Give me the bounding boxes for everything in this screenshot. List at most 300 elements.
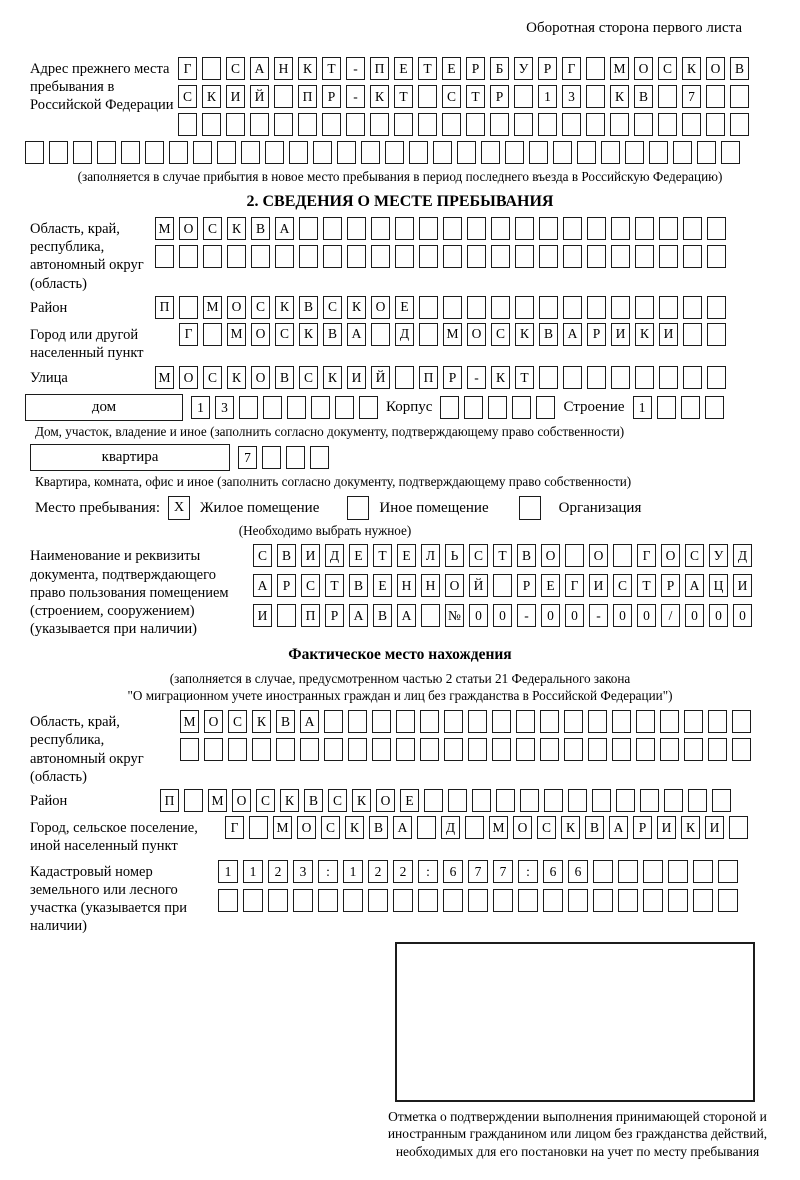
char-cell[interactable] xyxy=(706,85,725,108)
char-cell[interactable] xyxy=(457,141,476,164)
char-cell[interactable]: П xyxy=(301,604,320,627)
char-cell[interactable]: А xyxy=(397,604,416,627)
char-cell[interactable] xyxy=(588,738,607,761)
char-cell[interactable] xyxy=(287,396,306,419)
char-cell[interactable] xyxy=(565,544,584,567)
char-cell[interactable] xyxy=(568,889,588,912)
char-cell[interactable]: 1 xyxy=(218,860,238,883)
char-cell[interactable] xyxy=(276,738,295,761)
char-cell[interactable] xyxy=(492,738,511,761)
char-cell[interactable] xyxy=(707,296,726,319)
char-cell[interactable] xyxy=(683,366,702,389)
checkbox-inoe-pomeshchenie[interactable] xyxy=(347,496,369,520)
char-cell[interactable] xyxy=(610,113,629,136)
char-cell[interactable]: В xyxy=(304,789,323,812)
char-cell[interactable]: М xyxy=(208,789,227,812)
char-cell[interactable]: К xyxy=(299,323,318,346)
char-cell[interactable] xyxy=(359,396,378,419)
char-cell[interactable] xyxy=(347,217,366,240)
char-cell[interactable] xyxy=(718,889,738,912)
char-cell[interactable]: И xyxy=(659,323,678,346)
char-cell[interactable] xyxy=(586,57,605,80)
char-cell[interactable]: Д xyxy=(733,544,752,567)
char-cell[interactable] xyxy=(169,141,188,164)
char-cell[interactable]: О xyxy=(376,789,395,812)
char-cell[interactable] xyxy=(611,245,630,268)
char-cell[interactable] xyxy=(683,245,702,268)
char-cell[interactable] xyxy=(635,296,654,319)
char-cell[interactable]: 7 xyxy=(238,446,257,469)
char-cell[interactable]: В xyxy=(585,816,604,839)
char-cell[interactable] xyxy=(612,738,631,761)
char-cell[interactable] xyxy=(543,889,563,912)
char-cell[interactable]: 6 xyxy=(543,860,563,883)
char-cell[interactable]: Б xyxy=(490,57,509,80)
char-cell[interactable]: Г xyxy=(565,574,584,597)
char-cell[interactable]: 7 xyxy=(468,860,488,883)
char-cell[interactable] xyxy=(668,860,688,883)
char-cell[interactable]: 0 xyxy=(733,604,752,627)
char-cell[interactable] xyxy=(193,141,212,164)
char-cell[interactable] xyxy=(241,141,260,164)
char-cell[interactable]: И xyxy=(705,816,724,839)
char-cell[interactable] xyxy=(732,738,751,761)
char-cell[interactable] xyxy=(613,544,632,567)
char-cell[interactable]: А xyxy=(685,574,704,597)
char-cell[interactable] xyxy=(418,85,437,108)
char-cell[interactable]: К xyxy=(681,816,700,839)
char-cell[interactable]: К xyxy=(323,366,342,389)
char-cell[interactable]: О xyxy=(706,57,725,80)
char-cell[interactable]: Г xyxy=(179,323,198,346)
char-cell[interactable] xyxy=(419,217,438,240)
char-cell[interactable] xyxy=(664,789,683,812)
char-cell[interactable]: О xyxy=(445,574,464,597)
char-cell[interactable] xyxy=(515,245,534,268)
char-cell[interactable]: К xyxy=(352,789,371,812)
char-cell[interactable] xyxy=(226,113,245,136)
char-cell[interactable]: Ь xyxy=(445,544,464,567)
char-cell[interactable] xyxy=(395,366,414,389)
char-cell[interactable]: А xyxy=(347,323,366,346)
char-cell[interactable]: 2 xyxy=(368,860,388,883)
char-cell[interactable] xyxy=(467,296,486,319)
char-cell[interactable]: 2 xyxy=(268,860,288,883)
char-cell[interactable] xyxy=(337,141,356,164)
char-cell[interactable]: Г xyxy=(637,544,656,567)
char-cell[interactable]: В xyxy=(539,323,558,346)
char-cell[interactable]: Л xyxy=(421,544,440,567)
char-cell[interactable] xyxy=(251,245,270,268)
char-cell[interactable]: В xyxy=(277,544,296,567)
char-cell[interactable] xyxy=(481,141,500,164)
char-cell[interactable] xyxy=(640,789,659,812)
char-cell[interactable]: С xyxy=(685,544,704,567)
char-cell[interactable] xyxy=(468,889,488,912)
char-cell[interactable]: Й xyxy=(371,366,390,389)
char-cell[interactable] xyxy=(179,245,198,268)
char-cell[interactable] xyxy=(372,738,391,761)
char-cell[interactable] xyxy=(684,738,703,761)
char-cell[interactable] xyxy=(515,296,534,319)
char-cell[interactable]: Е xyxy=(397,544,416,567)
char-cell[interactable] xyxy=(443,296,462,319)
char-cell[interactable]: О xyxy=(179,217,198,240)
char-cell[interactable]: К xyxy=(635,323,654,346)
char-cell[interactable]: П xyxy=(298,85,317,108)
char-cell[interactable]: Т xyxy=(418,57,437,80)
char-cell[interactable] xyxy=(514,85,533,108)
char-cell[interactable] xyxy=(518,889,538,912)
char-cell[interactable] xyxy=(368,889,388,912)
char-cell[interactable] xyxy=(265,141,284,164)
char-cell[interactable]: К xyxy=(491,366,510,389)
char-cell[interactable]: С xyxy=(613,574,632,597)
char-cell[interactable] xyxy=(491,217,510,240)
char-cell[interactable]: С xyxy=(253,544,272,567)
char-cell[interactable] xyxy=(443,217,462,240)
char-cell[interactable] xyxy=(396,710,415,733)
char-cell[interactable] xyxy=(371,323,390,346)
char-cell[interactable] xyxy=(539,217,558,240)
char-cell[interactable] xyxy=(263,396,282,419)
char-cell[interactable]: 1 xyxy=(538,85,557,108)
char-cell[interactable]: Й xyxy=(469,574,488,597)
char-cell[interactable] xyxy=(688,789,707,812)
char-cell[interactable] xyxy=(418,889,438,912)
char-cell[interactable]: С xyxy=(301,574,320,597)
char-cell[interactable]: 3 xyxy=(293,860,313,883)
char-cell[interactable] xyxy=(49,141,68,164)
char-cell[interactable]: И xyxy=(611,323,630,346)
char-cell[interactable] xyxy=(394,113,413,136)
char-cell[interactable] xyxy=(313,141,332,164)
char-cell[interactable] xyxy=(180,738,199,761)
char-cell[interactable] xyxy=(529,141,548,164)
char-cell[interactable]: Р xyxy=(490,85,509,108)
checkbox-organizatsiya[interactable] xyxy=(519,496,541,520)
char-cell[interactable] xyxy=(202,57,221,80)
char-cell[interactable] xyxy=(643,889,663,912)
char-cell[interactable] xyxy=(218,889,238,912)
char-cell[interactable]: Р xyxy=(517,574,536,597)
char-cell[interactable]: С xyxy=(323,296,342,319)
char-cell[interactable] xyxy=(708,710,727,733)
char-cell[interactable]: К xyxy=(370,85,389,108)
dom-box[interactable]: дом xyxy=(25,394,183,421)
char-cell[interactable]: Т xyxy=(515,366,534,389)
char-cell[interactable] xyxy=(444,738,463,761)
char-cell[interactable]: В xyxy=(373,604,392,627)
char-cell[interactable] xyxy=(227,245,246,268)
char-cell[interactable] xyxy=(268,889,288,912)
char-cell[interactable] xyxy=(539,245,558,268)
char-cell[interactable]: - xyxy=(346,85,365,108)
char-cell[interactable] xyxy=(433,141,452,164)
char-cell[interactable]: Р xyxy=(466,57,485,80)
char-cell[interactable] xyxy=(649,141,668,164)
char-cell[interactable]: № xyxy=(445,604,464,627)
char-cell[interactable] xyxy=(643,860,663,883)
char-cell[interactable] xyxy=(343,889,363,912)
char-cell[interactable]: Г xyxy=(562,57,581,80)
char-cell[interactable] xyxy=(636,738,655,761)
char-cell[interactable]: Р xyxy=(322,85,341,108)
char-cell[interactable] xyxy=(217,141,236,164)
char-cell[interactable]: 0 xyxy=(613,604,632,627)
char-cell[interactable]: С xyxy=(469,544,488,567)
char-cell[interactable] xyxy=(488,396,507,419)
char-cell[interactable] xyxy=(659,366,678,389)
char-cell[interactable] xyxy=(612,710,631,733)
char-cell[interactable]: К xyxy=(252,710,271,733)
char-cell[interactable]: С xyxy=(256,789,275,812)
char-cell[interactable]: С xyxy=(228,710,247,733)
char-cell[interactable]: У xyxy=(709,544,728,567)
char-cell[interactable]: В xyxy=(349,574,368,597)
char-cell[interactable] xyxy=(540,710,559,733)
char-cell[interactable]: 3 xyxy=(562,85,581,108)
char-cell[interactable] xyxy=(97,141,116,164)
char-cell[interactable] xyxy=(593,860,613,883)
char-cell[interactable] xyxy=(121,141,140,164)
char-cell[interactable]: М xyxy=(489,816,508,839)
char-cell[interactable] xyxy=(420,710,439,733)
char-cell[interactable] xyxy=(681,396,700,419)
char-cell[interactable] xyxy=(611,366,630,389)
char-cell[interactable]: М xyxy=(443,323,462,346)
char-cell[interactable] xyxy=(568,789,587,812)
char-cell[interactable]: Е xyxy=(395,296,414,319)
char-cell[interactable] xyxy=(178,113,197,136)
char-cell[interactable] xyxy=(417,816,436,839)
char-cell[interactable] xyxy=(563,296,582,319)
char-cell[interactable]: А xyxy=(275,217,294,240)
char-cell[interactable] xyxy=(395,217,414,240)
char-cell[interactable] xyxy=(684,710,703,733)
char-cell[interactable] xyxy=(443,245,462,268)
char-cell[interactable] xyxy=(616,789,635,812)
char-cell[interactable]: В xyxy=(369,816,388,839)
char-cell[interactable]: П xyxy=(419,366,438,389)
char-cell[interactable]: М xyxy=(180,710,199,733)
char-cell[interactable] xyxy=(563,217,582,240)
char-cell[interactable] xyxy=(204,738,223,761)
char-cell[interactable] xyxy=(409,141,428,164)
char-cell[interactable] xyxy=(625,141,644,164)
char-cell[interactable] xyxy=(239,396,258,419)
char-cell[interactable] xyxy=(184,789,203,812)
kvartira-box[interactable]: квартира xyxy=(30,444,230,471)
char-cell[interactable] xyxy=(311,396,330,419)
char-cell[interactable]: Р xyxy=(587,323,606,346)
char-cell[interactable]: 3 xyxy=(215,396,234,419)
char-cell[interactable]: О xyxy=(232,789,251,812)
char-cell[interactable]: О xyxy=(589,544,608,567)
char-cell[interactable] xyxy=(361,141,380,164)
char-cell[interactable]: : xyxy=(518,860,538,883)
char-cell[interactable]: С xyxy=(658,57,677,80)
char-cell[interactable]: А xyxy=(609,816,628,839)
char-cell[interactable]: М xyxy=(273,816,292,839)
char-cell[interactable] xyxy=(467,245,486,268)
char-cell[interactable] xyxy=(385,141,404,164)
char-cell[interactable]: Н xyxy=(397,574,416,597)
char-cell[interactable] xyxy=(611,217,630,240)
char-cell[interactable]: : xyxy=(418,860,438,883)
char-cell[interactable] xyxy=(419,323,438,346)
char-cell[interactable]: Т xyxy=(493,544,512,567)
char-cell[interactable] xyxy=(335,396,354,419)
char-cell[interactable] xyxy=(323,217,342,240)
char-cell[interactable] xyxy=(601,141,620,164)
char-cell[interactable] xyxy=(324,738,343,761)
char-cell[interactable] xyxy=(673,141,692,164)
char-cell[interactable] xyxy=(496,789,515,812)
char-cell[interactable] xyxy=(705,396,724,419)
char-cell[interactable] xyxy=(708,738,727,761)
char-cell[interactable]: А xyxy=(349,604,368,627)
char-cell[interactable] xyxy=(299,245,318,268)
char-cell[interactable]: Й xyxy=(250,85,269,108)
char-cell[interactable] xyxy=(286,446,305,469)
char-cell[interactable]: Р xyxy=(538,57,557,80)
char-cell[interactable] xyxy=(443,889,463,912)
char-cell[interactable]: К xyxy=(280,789,299,812)
char-cell[interactable]: - xyxy=(589,604,608,627)
char-cell[interactable] xyxy=(706,113,725,136)
checkbox-zhiloe-pomeshchenie[interactable]: X xyxy=(168,496,190,520)
char-cell[interactable]: А xyxy=(393,816,412,839)
char-cell[interactable] xyxy=(635,217,654,240)
char-cell[interactable] xyxy=(516,710,535,733)
char-cell[interactable]: 6 xyxy=(568,860,588,883)
char-cell[interactable]: О xyxy=(251,323,270,346)
char-cell[interactable]: Е xyxy=(394,57,413,80)
char-cell[interactable]: К xyxy=(345,816,364,839)
char-cell[interactable]: С xyxy=(299,366,318,389)
char-cell[interactable]: С xyxy=(321,816,340,839)
char-cell[interactable]: М xyxy=(155,366,174,389)
char-cell[interactable]: О xyxy=(371,296,390,319)
char-cell[interactable] xyxy=(202,113,221,136)
char-cell[interactable] xyxy=(563,366,582,389)
char-cell[interactable]: Е xyxy=(349,544,368,567)
char-cell[interactable]: В xyxy=(730,57,749,80)
char-cell[interactable] xyxy=(668,889,688,912)
char-cell[interactable] xyxy=(347,245,366,268)
char-cell[interactable]: 1 xyxy=(633,396,652,419)
char-cell[interactable] xyxy=(277,604,296,627)
char-cell[interactable] xyxy=(346,113,365,136)
char-cell[interactable]: К xyxy=(561,816,580,839)
char-cell[interactable] xyxy=(660,710,679,733)
char-cell[interactable] xyxy=(635,245,654,268)
char-cell[interactable] xyxy=(299,217,318,240)
char-cell[interactable]: М xyxy=(610,57,629,80)
char-cell[interactable]: Т xyxy=(466,85,485,108)
char-cell[interactable]: К xyxy=(610,85,629,108)
char-cell[interactable]: К xyxy=(682,57,701,80)
char-cell[interactable]: 0 xyxy=(565,604,584,627)
char-cell[interactable]: С xyxy=(537,816,556,839)
char-cell[interactable] xyxy=(683,323,702,346)
char-cell[interactable]: П xyxy=(370,57,389,80)
char-cell[interactable] xyxy=(587,366,606,389)
char-cell[interactable]: Р xyxy=(325,604,344,627)
char-cell[interactable] xyxy=(540,738,559,761)
char-cell[interactable] xyxy=(658,85,677,108)
char-cell[interactable] xyxy=(442,113,461,136)
char-cell[interactable]: О xyxy=(297,816,316,839)
char-cell[interactable]: О xyxy=(661,544,680,567)
char-cell[interactable]: С xyxy=(491,323,510,346)
char-cell[interactable] xyxy=(592,789,611,812)
char-cell[interactable]: / xyxy=(661,604,680,627)
char-cell[interactable] xyxy=(418,113,437,136)
char-cell[interactable] xyxy=(730,85,749,108)
char-cell[interactable] xyxy=(250,113,269,136)
char-cell[interactable] xyxy=(203,323,222,346)
char-cell[interactable] xyxy=(539,366,558,389)
char-cell[interactable] xyxy=(553,141,572,164)
char-cell[interactable]: О xyxy=(634,57,653,80)
char-cell[interactable] xyxy=(659,245,678,268)
char-cell[interactable] xyxy=(275,245,294,268)
char-cell[interactable] xyxy=(490,113,509,136)
char-cell[interactable]: И xyxy=(226,85,245,108)
char-cell[interactable]: 1 xyxy=(243,860,263,883)
char-cell[interactable] xyxy=(252,738,271,761)
char-cell[interactable] xyxy=(564,738,583,761)
char-cell[interactable]: В xyxy=(276,710,295,733)
char-cell[interactable] xyxy=(505,141,524,164)
char-cell[interactable] xyxy=(586,113,605,136)
char-cell[interactable]: М xyxy=(203,296,222,319)
char-cell[interactable]: Т xyxy=(373,544,392,567)
char-cell[interactable]: О xyxy=(541,544,560,567)
char-cell[interactable]: А xyxy=(250,57,269,80)
char-cell[interactable] xyxy=(322,113,341,136)
char-cell[interactable] xyxy=(493,574,512,597)
char-cell[interactable] xyxy=(611,296,630,319)
char-cell[interactable]: И xyxy=(301,544,320,567)
char-cell[interactable]: Р xyxy=(443,366,462,389)
char-cell[interactable]: 7 xyxy=(682,85,701,108)
char-cell[interactable] xyxy=(393,889,413,912)
char-cell[interactable]: М xyxy=(155,217,174,240)
char-cell[interactable]: 0 xyxy=(709,604,728,627)
char-cell[interactable] xyxy=(491,245,510,268)
char-cell[interactable] xyxy=(293,889,313,912)
char-cell[interactable] xyxy=(593,889,613,912)
char-cell[interactable] xyxy=(249,816,268,839)
char-cell[interactable] xyxy=(587,217,606,240)
char-cell[interactable]: Т xyxy=(394,85,413,108)
char-cell[interactable]: 6 xyxy=(443,860,463,883)
char-cell[interactable]: : xyxy=(318,860,338,883)
char-cell[interactable]: Г xyxy=(225,816,244,839)
char-cell[interactable] xyxy=(512,396,531,419)
char-cell[interactable]: Д xyxy=(325,544,344,567)
char-cell[interactable] xyxy=(203,245,222,268)
char-cell[interactable] xyxy=(396,738,415,761)
char-cell[interactable]: К xyxy=(515,323,534,346)
char-cell[interactable] xyxy=(730,113,749,136)
char-cell[interactable]: К xyxy=(227,366,246,389)
char-cell[interactable] xyxy=(492,710,511,733)
char-cell[interactable]: 0 xyxy=(541,604,560,627)
